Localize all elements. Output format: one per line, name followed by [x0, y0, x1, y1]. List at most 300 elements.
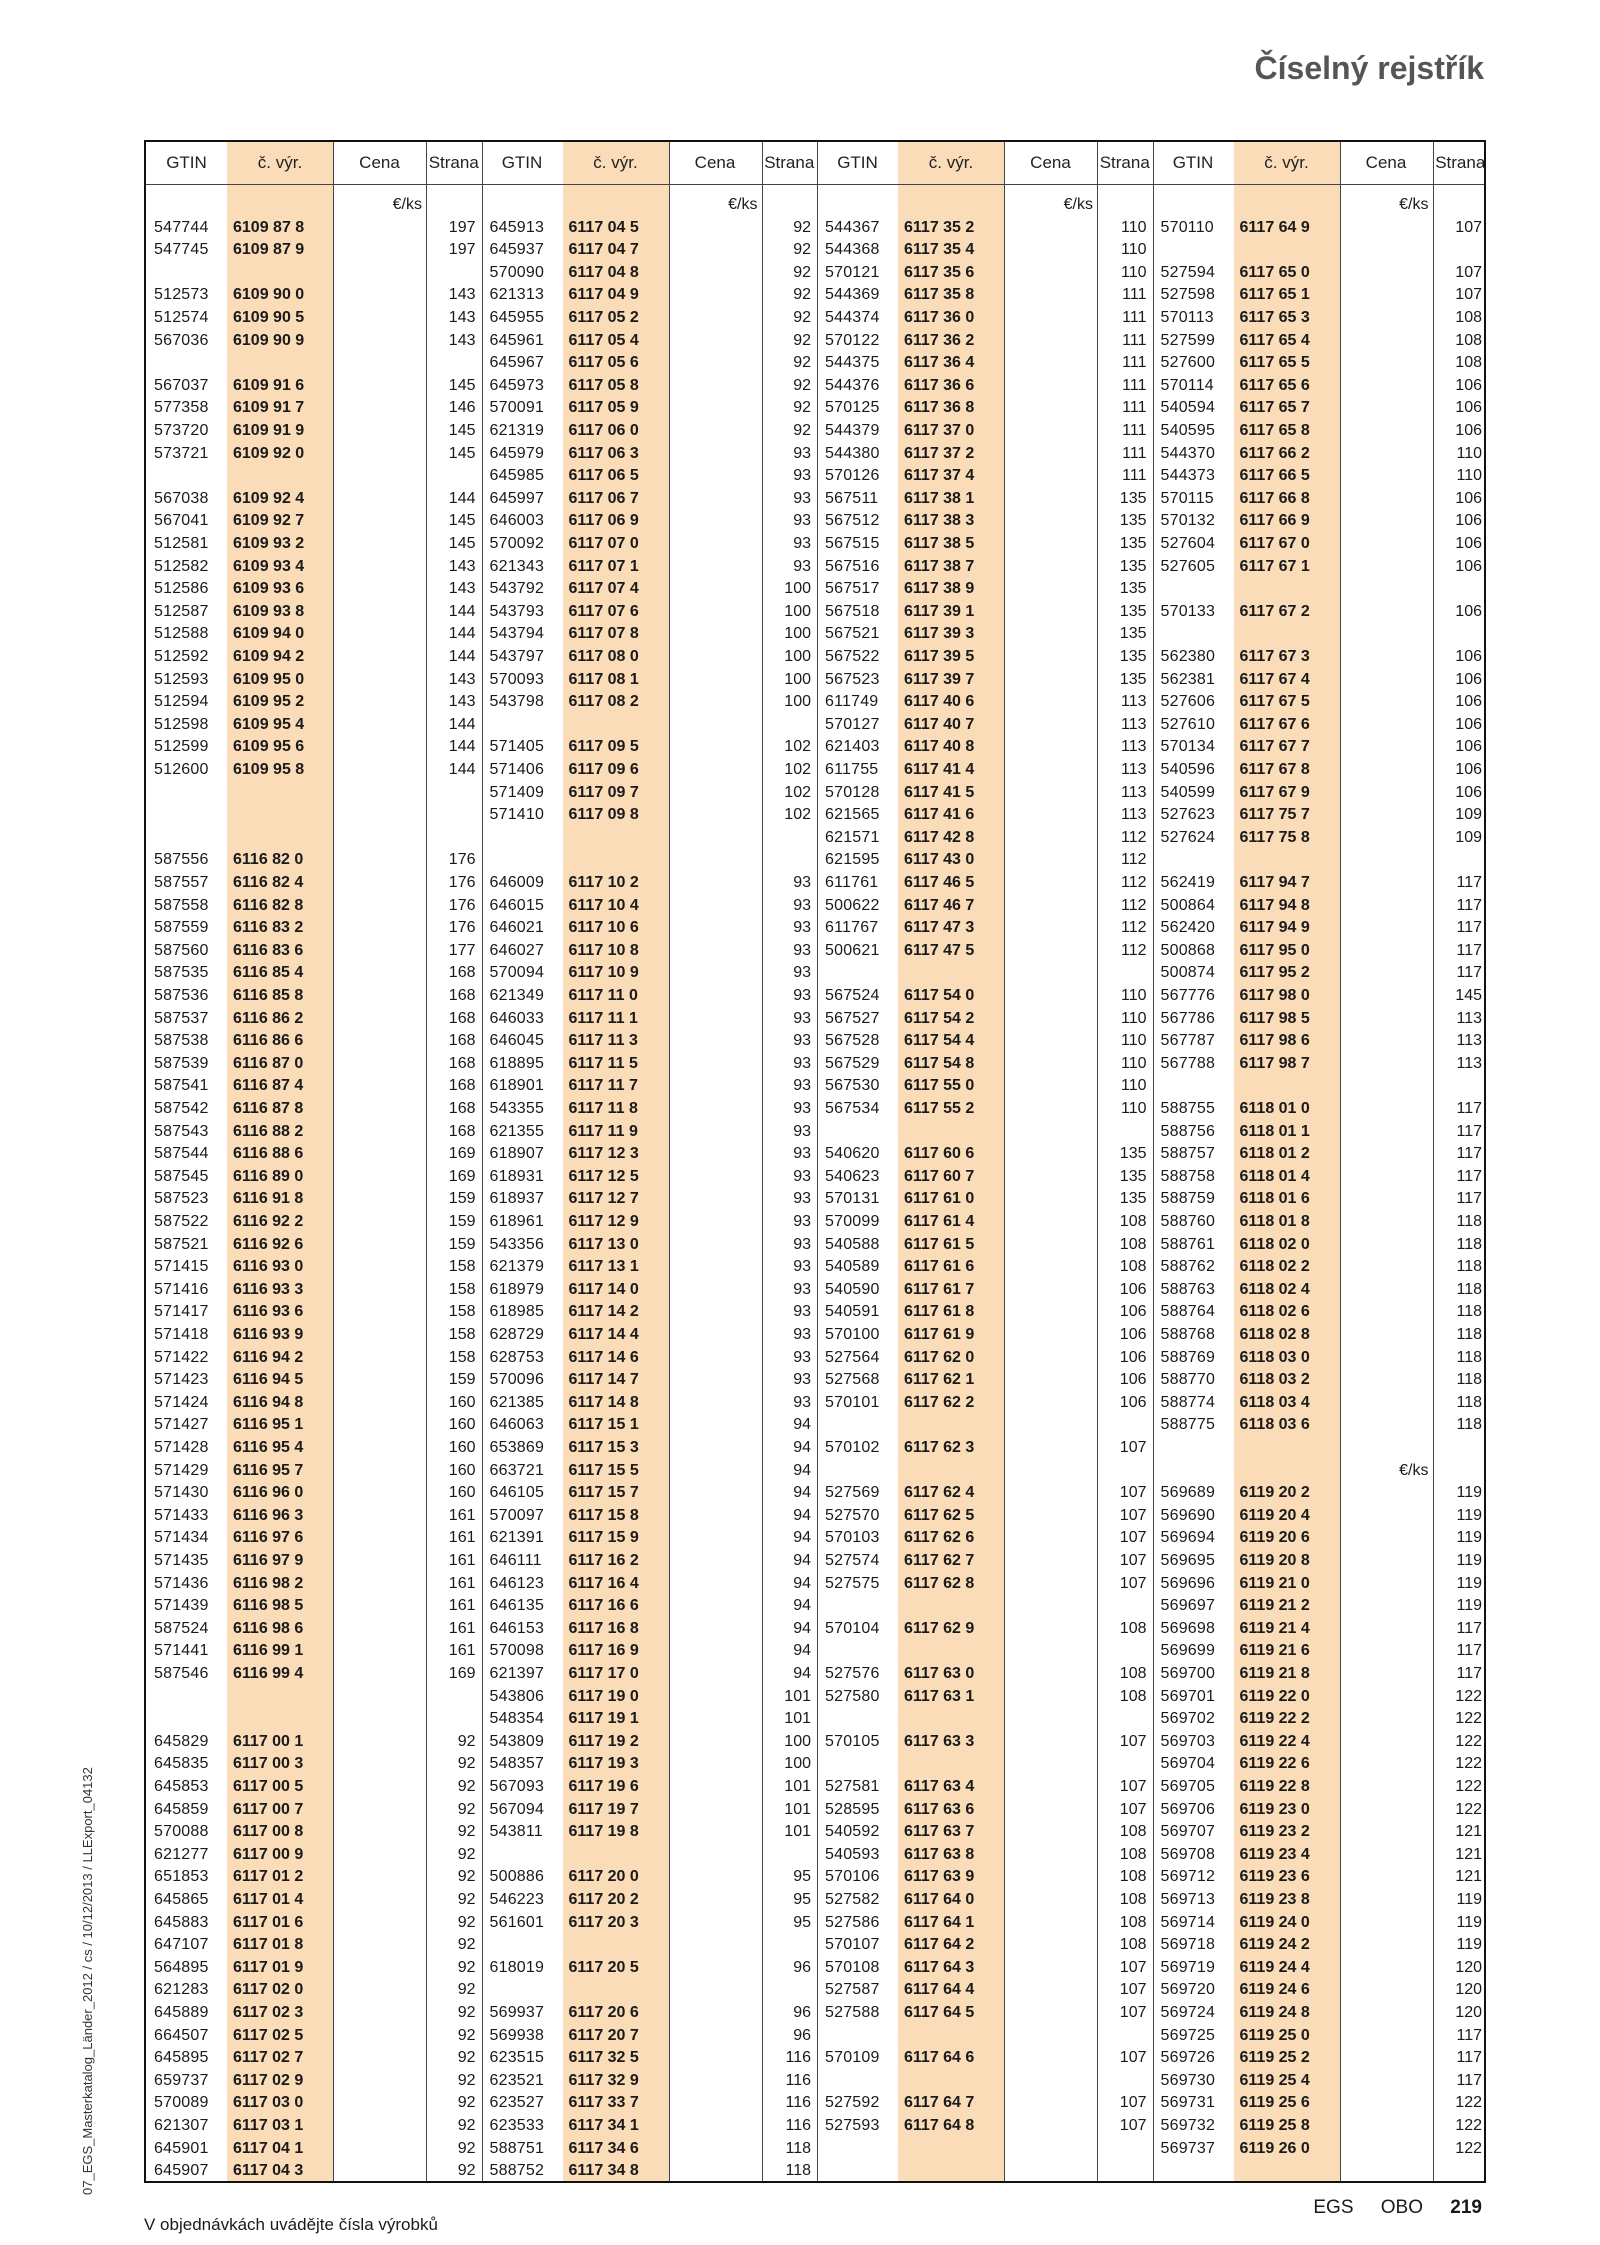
table-row: [817, 1324, 1153, 1347]
table-row: [817, 1188, 1153, 1211]
table-row: [1153, 691, 1489, 714]
page-cell: 107: [1119, 1778, 1147, 1795]
product-number-cell: 6117 07 0: [568, 535, 639, 552]
product-number-cell: 6117 01 9: [233, 1958, 304, 1976]
page-cell: 161: [448, 1619, 476, 1637]
table-row: [1153, 1844, 1489, 1867]
product-number-cell: 6116 99 4: [233, 1665, 304, 1682]
page-cell: 168: [448, 964, 476, 982]
page-cell: 144: [448, 738, 476, 756]
page-cell: 93: [793, 1145, 811, 1163]
gtin-cell: 527576: [825, 1665, 880, 1682]
product-number-cell: 6117 05 2: [568, 309, 639, 326]
table-row: [482, 1166, 818, 1189]
page-cell: 117: [1456, 896, 1482, 914]
table-row: [1153, 714, 1489, 737]
table-row: [146, 940, 482, 963]
product-number-cell: 6116 94 5: [233, 1371, 304, 1389]
gtin-cell: 646033: [489, 1009, 545, 1027]
page-cell: 107: [1119, 1552, 1147, 1569]
gtin-cell: 587544: [154, 1145, 209, 1163]
product-number-cell: 6117 36 8: [904, 399, 975, 417]
table-row: [482, 1753, 818, 1776]
product-number-cell: 6118 02 0: [1239, 1235, 1310, 1253]
gtin-cell: 528595: [825, 1800, 880, 1818]
table-row: [482, 443, 818, 466]
page-cell: 93: [793, 1235, 811, 1253]
gtin-cell: 571434: [154, 1529, 209, 1547]
column-header: Strana: [764, 153, 815, 172]
gtin-cell: 570090: [489, 263, 545, 281]
page-cell: 93: [793, 1167, 811, 1185]
product-number-cell: 6117 35 8: [904, 286, 975, 304]
table-row: [482, 284, 818, 307]
page-cell: 106: [1455, 512, 1482, 530]
index-column-2: [482, 142, 818, 2181]
table-row: [817, 262, 1153, 285]
product-number-cell: 6119 21 6: [1239, 1642, 1310, 1660]
product-number-cell: 6117 62 9: [904, 1619, 975, 1637]
gtin-cell: 611749: [825, 693, 879, 711]
gtin-cell: 611761: [825, 874, 879, 891]
page-cell: 110: [1120, 1009, 1147, 1027]
product-number-cell: 6117 66 8: [1239, 489, 1310, 507]
page-cell: 107: [1119, 2004, 1147, 2021]
gtin-cell: 587535: [154, 964, 209, 982]
product-number-cell: 6118 01 6: [1239, 1190, 1310, 1208]
product-number-cell: 6117 01 4: [233, 1891, 304, 1908]
page-cell: 93: [793, 535, 811, 552]
page-cell: 168: [448, 1032, 476, 1050]
table-row: [146, 1957, 482, 1980]
product-number-cell: 6117 36 0: [904, 309, 975, 326]
table-row: [817, 1053, 1153, 1076]
table-row: [1153, 465, 1489, 488]
table-row: [1153, 1640, 1489, 1663]
page-cell: 110: [1120, 1100, 1147, 1117]
table-row: [146, 1550, 482, 1573]
gtin-cell: 621355: [489, 1122, 545, 1140]
gtin-cell: 570103: [825, 1529, 880, 1547]
gtin-cell: 570125: [825, 399, 880, 417]
page-cell: 107: [1119, 1574, 1147, 1592]
table-row: [817, 2047, 1153, 2070]
table-row: [146, 1753, 482, 1776]
product-number-cell: 6117 09 6: [568, 761, 639, 778]
product-number-cell: 6117 34 1: [568, 2117, 639, 2134]
table-row: [482, 556, 818, 579]
product-number-cell: 6117 06 9: [568, 512, 639, 530]
table-row: [817, 2115, 1153, 2138]
gtin-cell: 646015: [489, 896, 545, 914]
product-number-cell: 6109 92 4: [233, 489, 305, 507]
product-number-cell: 6117 10 2: [568, 874, 639, 891]
page-cell: 121: [1455, 1868, 1482, 1886]
product-number-cell: 6117 63 1: [904, 1687, 975, 1705]
gtin-cell: 571424: [154, 1393, 209, 1411]
page-number: 219: [1450, 2197, 1482, 2218]
table-row: [146, 669, 482, 692]
page-cell: 145: [448, 376, 476, 394]
page-cell: 93: [793, 964, 811, 982]
table-row: [146, 307, 482, 330]
gtin-cell: 567788: [1160, 1054, 1216, 1072]
gtin-cell: 618907: [489, 1145, 545, 1163]
gtin-cell: 571405: [489, 738, 545, 756]
page-cell: 122: [1455, 1800, 1482, 1818]
page-cell: 93: [793, 1303, 811, 1321]
page-cell: 119: [1456, 1529, 1482, 1547]
gtin-cell: 571429: [154, 1461, 209, 1479]
page-cell: 110: [1120, 263, 1147, 281]
product-number-cell: 6109 95 8: [233, 761, 305, 778]
table-row: [146, 895, 482, 918]
page-cell: 158: [448, 1280, 476, 1298]
table-row: [146, 1008, 482, 1031]
product-number-cell: 6118 02 4: [1239, 1280, 1310, 1298]
product-number-cell: 6117 65 8: [1239, 422, 1310, 439]
page-cell: 145: [448, 422, 476, 439]
page-cell: 107: [1119, 1439, 1147, 1456]
table-row: [1153, 533, 1489, 556]
gtin-cell: 570128: [825, 783, 880, 801]
page-cell: 93: [793, 1032, 811, 1050]
page-cell: 100: [784, 602, 811, 620]
table-row: [482, 1279, 818, 1302]
gtin-cell: 623533: [489, 2117, 545, 2134]
page-cell: 94: [793, 1642, 811, 1660]
table-row: [482, 307, 818, 330]
page-cell: 100: [784, 670, 811, 688]
table-row: [1153, 1143, 1489, 1166]
gtin-cell: 570107: [825, 1936, 880, 1954]
page-cell: 92: [457, 1936, 476, 1954]
product-number-cell: 6117 04 3: [233, 2162, 304, 2180]
table-row: [817, 1008, 1153, 1031]
gtin-cell: 527593: [825, 2117, 880, 2134]
product-number-cell: 6117 67 2: [1239, 602, 1310, 620]
gtin-cell: 647107: [154, 1936, 209, 1954]
page-cell: 122: [1455, 1687, 1482, 1705]
table-row: [146, 1866, 482, 1889]
product-number-cell: 6117 37 4: [904, 467, 975, 485]
gtin-cell: 645889: [154, 2004, 209, 2021]
page-cell: 106: [1455, 693, 1482, 711]
product-number-cell: 6117 06 5: [568, 467, 639, 485]
page-cell: 93: [793, 1280, 811, 1298]
page-cell: 113: [1120, 738, 1147, 756]
product-number-cell: 6117 62 3: [904, 1439, 975, 1456]
gtin-cell: 645997: [489, 489, 545, 507]
gtin-cell: 500622: [825, 896, 880, 914]
table-row: [1153, 917, 1489, 940]
product-number-cell: 6117 20 6: [568, 2004, 639, 2021]
page-cell: 159: [448, 1213, 476, 1230]
page-cell: 108: [1119, 1687, 1147, 1705]
product-number-cell: 6117 19 2: [568, 1732, 639, 1750]
product-number-cell: 6117 41 6: [904, 806, 975, 824]
table-row: [817, 759, 1153, 782]
page-cell: 113: [1120, 783, 1147, 801]
column-header: GTIN: [837, 153, 878, 172]
table-row: [817, 691, 1153, 714]
table-row: [482, 1957, 818, 1980]
product-number-cell: 6109 90 0: [233, 286, 305, 304]
gtin-cell: 570100: [825, 1326, 880, 1343]
gtin-cell: 567518: [825, 602, 880, 620]
table-row: [817, 1821, 1153, 1844]
gtin-cell: 621595: [825, 851, 880, 869]
product-number-cell: 6117 00 9: [233, 1845, 304, 1863]
gtin-cell: 567523: [825, 670, 880, 688]
table-row: [1153, 397, 1489, 420]
page-cell: 94: [793, 1597, 811, 1615]
gtin-cell: 646021: [489, 919, 545, 937]
gtin-cell: 645985: [489, 467, 545, 485]
gtin-cell: 587521: [154, 1235, 209, 1253]
product-number-cell: 6117 11 1: [568, 1009, 638, 1027]
table-row: [146, 1799, 482, 1822]
table-row: [1153, 1030, 1489, 1053]
table-row: [1153, 2070, 1489, 2093]
table-row: [1153, 1188, 1489, 1211]
page-cell: 100: [784, 1755, 811, 1773]
page-cell: 106: [1455, 602, 1482, 620]
product-number-cell: 6117 61 5: [904, 1235, 975, 1253]
gtin-cell: 570126: [825, 467, 880, 485]
gtin-cell: 567037: [154, 376, 209, 394]
product-number-cell: 6117 63 6: [904, 1800, 975, 1818]
page-cell: 135: [1119, 648, 1147, 665]
table-row: [482, 1595, 818, 1618]
product-number-cell: 6117 38 1: [904, 489, 975, 507]
product-number-cell: 6117 35 6: [904, 263, 975, 281]
page-cell: 92: [457, 1755, 476, 1773]
price-unit-label: €/ks: [728, 196, 758, 213]
gtin-cell: 588764: [1160, 1303, 1216, 1321]
page-cell: 120: [1455, 1981, 1482, 1999]
index-column-3: [817, 142, 1153, 2181]
page-cell: 117: [1456, 1167, 1482, 1185]
gtin-cell: 659737: [154, 2071, 209, 2089]
gtin-cell: 527592: [825, 2094, 880, 2112]
gtin-cell: 571428: [154, 1439, 209, 1456]
page-cell: 145: [448, 512, 476, 530]
page-cell: 158: [448, 1258, 476, 1276]
product-number-cell: 6117 63 9: [904, 1868, 975, 1886]
product-number-cell: 6117 66 2: [1239, 444, 1310, 462]
gtin-cell: 567041: [154, 512, 209, 530]
gtin-cell: 567529: [825, 1054, 880, 1072]
gtin-cell: 540623: [825, 1167, 880, 1185]
page-cell: 107: [1119, 1981, 1147, 1999]
table-row: [1153, 2047, 1489, 2070]
gtin-cell: 570101: [825, 1393, 880, 1411]
gtin-cell: 645835: [154, 1755, 209, 1773]
table-row: [146, 2047, 482, 2070]
table-row: [817, 420, 1153, 443]
table-row: [817, 669, 1153, 692]
gtin-cell: 543356: [489, 1235, 545, 1253]
gtin-cell: 587522: [154, 1213, 209, 1230]
gtin-cell: 587537: [154, 1009, 209, 1027]
gtin-cell: 512573: [154, 286, 209, 304]
table-row: [1153, 2002, 1489, 2025]
table-row: [482, 1708, 818, 1731]
product-number-cell: 6117 64 0: [904, 1891, 975, 1908]
product-number-cell: 6119 21 4: [1239, 1619, 1310, 1637]
table-row: [817, 307, 1153, 330]
page-cell: 93: [793, 1100, 811, 1117]
page-cell: 145: [448, 535, 476, 552]
product-number-cell: 6117 64 7: [904, 2094, 975, 2112]
page-cell: 107: [1455, 218, 1482, 236]
page-cell: 161: [448, 1574, 476, 1592]
table-row: [482, 1731, 818, 1754]
page-cell: 113: [1456, 1032, 1482, 1050]
gtin-cell: 570092: [489, 535, 545, 552]
table-row: [146, 1460, 482, 1483]
table-row: [1153, 1866, 1489, 1889]
page-cell: 117: [1456, 941, 1482, 959]
table-row: [482, 1821, 818, 1844]
gtin-cell: 645913: [489, 218, 545, 236]
gtin-cell: 527586: [825, 1913, 880, 1931]
table-row: [482, 1573, 818, 1596]
page-cell: 113: [1456, 1054, 1482, 1072]
page-cell: 101: [784, 1823, 811, 1841]
gtin-cell: 571418: [154, 1326, 209, 1343]
product-number-cell: 6117 67 4: [1239, 670, 1310, 688]
table-row: [146, 1618, 482, 1641]
product-number-cell: 6117 07 6: [568, 602, 639, 620]
product-number-cell: 6117 60 6: [904, 1145, 975, 1163]
gtin-cell: 587542: [154, 1100, 209, 1117]
gtin-cell: 571409: [489, 783, 545, 801]
gtin-cell: 567038: [154, 489, 209, 507]
gtin-cell: 500864: [1160, 896, 1216, 914]
table-row: [146, 443, 482, 466]
gtin-cell: 570122: [825, 331, 880, 349]
table-row: [817, 872, 1153, 895]
product-number-cell: 6116 82 0: [233, 851, 304, 869]
gtin-cell: 618979: [489, 1280, 545, 1298]
page-cell: 92: [793, 218, 811, 236]
page-cell: 135: [1119, 1190, 1147, 1208]
page-cell: 158: [448, 1303, 476, 1321]
page-cell: 92: [793, 422, 811, 439]
product-number-cell: 6119 24 8: [1239, 2004, 1310, 2021]
gtin-cell: 512594: [154, 693, 209, 711]
product-number-cell: 6116 82 4: [233, 874, 304, 891]
product-number-cell: 6117 40 8: [904, 738, 975, 756]
product-number-cell: 6116 94 2: [233, 1348, 304, 1366]
gtin-cell: 571427: [154, 1416, 209, 1434]
table-row: [817, 940, 1153, 963]
gtin-cell: 540593: [825, 1845, 880, 1863]
gtin-cell: 577358: [154, 399, 209, 417]
gtin-cell: 621343: [489, 557, 545, 575]
product-number-cell: 6116 82 8: [233, 896, 304, 914]
product-number-cell: 6117 63 0: [904, 1665, 975, 1682]
gtin-cell: 527568: [825, 1371, 880, 1389]
gtin-cell: 540620: [825, 1145, 880, 1163]
table-row: [817, 1527, 1153, 1550]
table-row: [482, 397, 818, 420]
table-row: [1153, 1934, 1489, 1957]
product-number-cell: 6117 05 6: [568, 354, 639, 372]
page-cell: 93: [793, 444, 811, 462]
product-number-cell: 6117 38 7: [904, 557, 975, 575]
product-number-cell: 6117 38 5: [904, 535, 975, 552]
table-row: [817, 1369, 1153, 1392]
table-row: [482, 736, 818, 759]
gtin-cell: 548357: [489, 1755, 545, 1773]
page-cell: 106: [1119, 1393, 1147, 1411]
gtin-cell: 567787: [1160, 1032, 1216, 1050]
product-number-cell: 6117 67 0: [1239, 535, 1310, 552]
product-number-cell: 6109 93 8: [233, 602, 305, 620]
product-number-cell: 6117 02 3: [233, 2004, 304, 2021]
product-number-cell: 6119 21 8: [1239, 1665, 1310, 1682]
product-number-cell: 6117 16 4: [568, 1574, 639, 1592]
page-cell: 160: [448, 1439, 476, 1456]
product-number-cell: 6119 26 0: [1239, 2139, 1310, 2157]
gtin-cell: 571423: [154, 1371, 209, 1389]
gtin-cell: 570121: [825, 263, 880, 281]
table-row: [482, 1686, 818, 1709]
header-divider: [146, 184, 1484, 185]
gtin-cell: 587558: [154, 896, 209, 914]
product-number-cell: 6117 19 7: [568, 1800, 639, 1818]
page-cell: 108: [1119, 1845, 1147, 1863]
page-cell: 158: [448, 1348, 476, 1366]
product-number-cell: 6117 15 9: [568, 1529, 639, 1547]
gtin-cell: 562419: [1160, 874, 1216, 891]
page-cell: 101: [784, 1800, 811, 1818]
page-cell: 118: [785, 2139, 811, 2157]
gtin-cell: 547745: [154, 241, 209, 259]
footer-brand-egs: EGS: [1313, 2197, 1354, 2218]
gtin-cell: 645961: [489, 331, 545, 349]
gtin-cell: 544369: [825, 286, 880, 304]
product-number-cell: 6117 67 7: [1239, 738, 1310, 756]
table-row: [1153, 2025, 1489, 2048]
page-cell: 93: [793, 557, 811, 575]
page-cell: 92: [457, 2162, 476, 2180]
page-cell: 96: [793, 1958, 811, 1976]
gtin-cell: 587536: [154, 987, 209, 1004]
page-cell: 111: [1122, 309, 1147, 326]
gtin-cell: 621403: [825, 738, 880, 756]
table-row: [817, 1686, 1153, 1709]
product-number-cell: 6117 12 3: [568, 1145, 639, 1163]
product-number-cell: 6117 01 2: [233, 1868, 304, 1886]
page-cell: 107: [1119, 1800, 1147, 1818]
gtin-cell: 567522: [825, 648, 880, 665]
product-number-cell: 6117 35 2: [904, 218, 975, 236]
table-row: [482, 623, 818, 646]
gtin-cell: 646003: [489, 512, 545, 530]
table-row: [482, 1121, 818, 1144]
product-number-cell: 6117 95 0: [1239, 941, 1310, 959]
page-cell: 108: [1119, 1665, 1147, 1682]
product-number-cell: 6116 95 7: [233, 1461, 304, 1479]
product-number-cell: 6109 95 6: [233, 738, 305, 756]
table-row: [146, 1889, 482, 1912]
page-cell: 102: [784, 806, 811, 824]
gtin-cell: 646123: [489, 1574, 545, 1592]
